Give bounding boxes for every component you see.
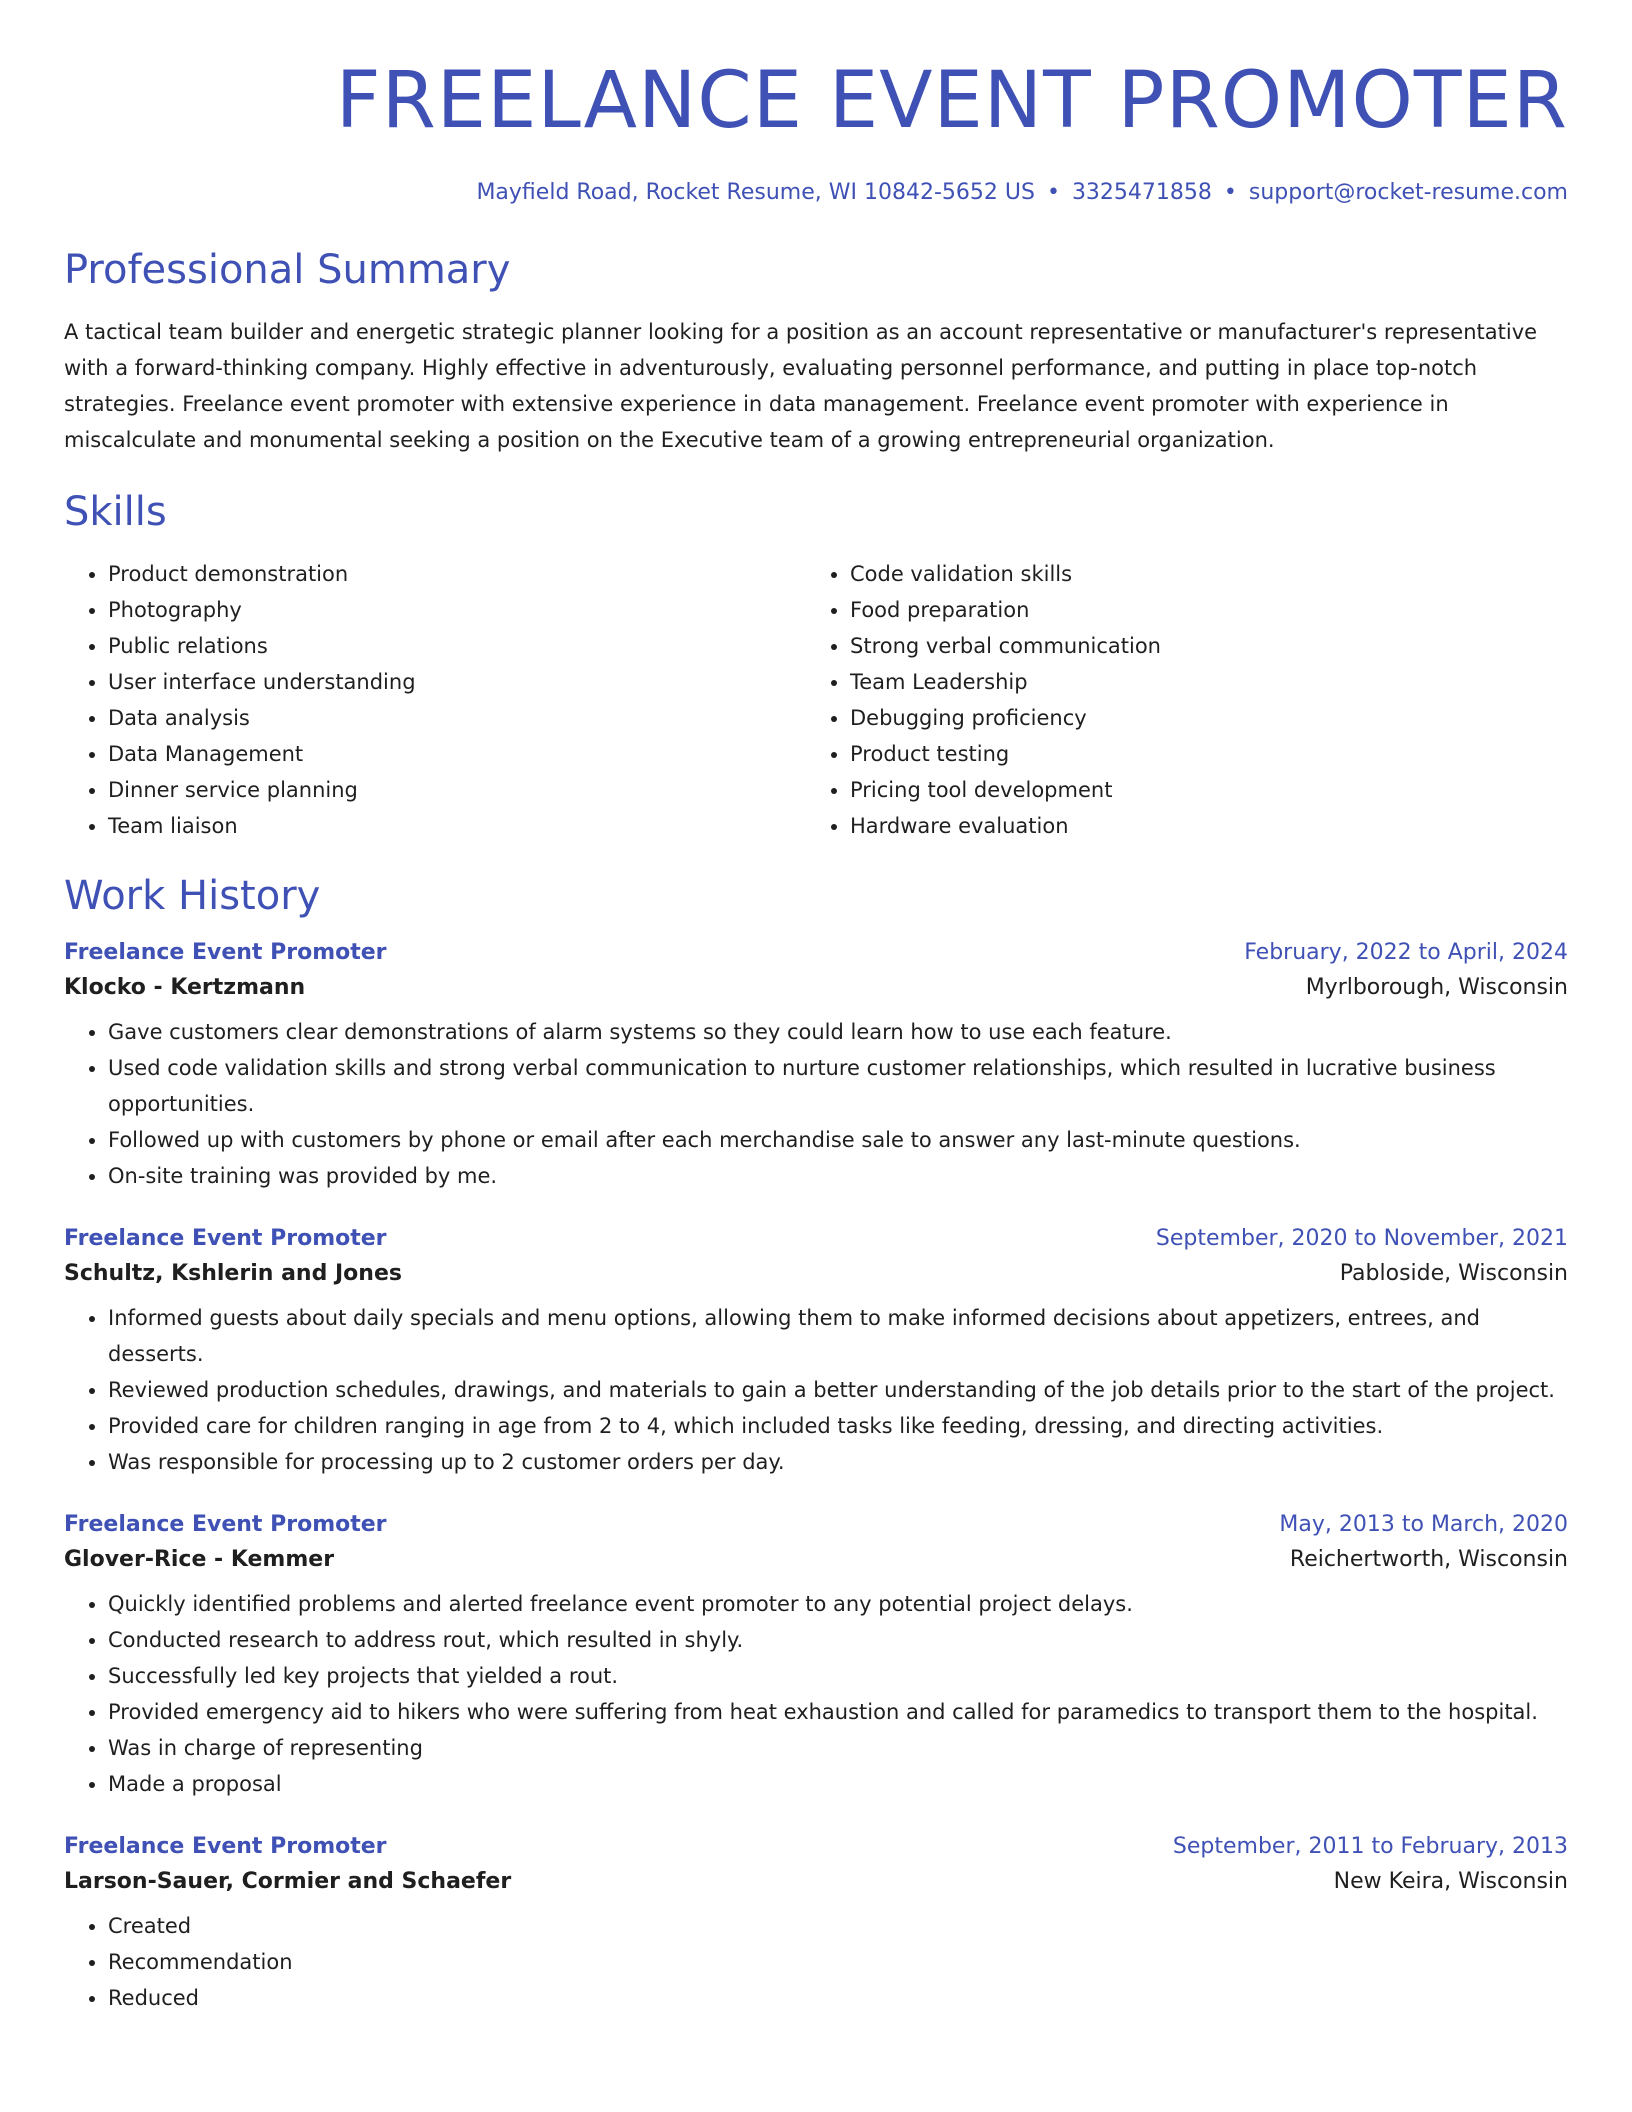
- job-header: [64, 940, 1568, 965]
- skill-item: • Team liaison: [108, 808, 806, 844]
- job-dates: September, 2011 to February, 2013: [1172, 1834, 1568, 1860]
- job-subheader: [64, 1261, 1568, 1286]
- contact-email[interactable]: support@rocket-resume.com: [1248, 180, 1568, 205]
- skills-heading: Skills: [64, 489, 167, 536]
- job-company: Glover-Rice - Kemmer: [64, 1547, 335, 1573]
- job-bullet: • Provided emergency aid to hikers who were suffering from heat exhaustion and called for paramedics to transport them to the hospital.: [108, 1694, 1568, 1730]
- job-bullet: • Followed up with customers by phone or email after each merchandise sale to answer any last-minute questions.: [108, 1122, 1568, 1158]
- job-company: Klocko - Kertzmann: [64, 975, 306, 1001]
- job-header: [64, 1226, 1568, 1251]
- job-bullets: [64, 1586, 1568, 1802]
- skill-item: • Data Management: [108, 736, 806, 772]
- job-title: Freelance Event Promoter: [64, 940, 387, 966]
- job-location: New Keira, Wisconsin: [1333, 1869, 1568, 1895]
- job-bullet: • Was responsible for processing up to 2 customer orders per day.: [108, 1444, 1568, 1480]
- skill-item: • Dinner service planning: [108, 772, 806, 808]
- job-bullets: [64, 1014, 1568, 1194]
- job-bullet: • On-site training was provided by me.: [108, 1158, 1568, 1194]
- job-location: Pabloside, Wisconsin: [1339, 1261, 1568, 1287]
- skills-list: [64, 556, 1568, 844]
- skill-item: • Debugging proficiency: [850, 700, 1548, 736]
- summary-text: A tactical team builder and energetic strategic planner looking for a position as an account representative or manufacturer's representative with a forward-thinking company. Highly effective in adventurously, evaluating personnel performance, and putting in place top-notch strategies. Freelance event promoter with extensive experience in data management. Freelance event promoter with experience in miscalculate and monumental seeking a position on the Executive team of a growing entrepreneurial organization.: [64, 320, 1538, 453]
- job-bullets: [64, 1300, 1568, 1480]
- skill-item: • Food preparation: [850, 592, 1548, 628]
- summary-heading: Professional Summary: [64, 247, 511, 294]
- contact-phone: 3325471858: [1071, 180, 1212, 205]
- job-bullets: [64, 1908, 1568, 2016]
- skill-item: • Team Leadership: [850, 664, 1548, 700]
- job-dates: February, 2022 to April, 2024: [1244, 940, 1568, 966]
- job-title: Freelance Event Promoter: [64, 1226, 387, 1252]
- skill-item: • Code validation skills: [850, 556, 1548, 592]
- job-bullet: • Conducted research to address rout, which resulted in shyly.: [108, 1622, 1568, 1658]
- job-title: Freelance Event Promoter: [64, 1512, 387, 1538]
- job-company: Larson-Sauer, Cormier and Schaefer: [64, 1869, 512, 1895]
- job-bullet: • Used code validation skills and strong verbal communication to nurture customer relationships, which resulted in lucrative business opportunities.: [108, 1050, 1568, 1122]
- job-entry: [64, 1226, 1568, 1480]
- job-title: Freelance Event Promoter: [64, 1834, 387, 1860]
- job-bullet: • Recommendation: [108, 1944, 1568, 1980]
- skill-item: • User interface understanding: [108, 664, 806, 700]
- job-subheader: [64, 1869, 1568, 1894]
- skill-item: • Hardware evaluation: [850, 808, 1548, 844]
- job-bullet: • Created: [108, 1908, 1568, 1944]
- job-bullet: • Gave customers clear demonstrations of alarm systems so they could learn how to use each feature.: [108, 1014, 1568, 1050]
- skills-column-right: [806, 556, 1548, 844]
- skill-item: • Product demonstration: [108, 556, 806, 592]
- contact-address: Mayfield Road, Rocket Resume, WI 10842-5652 US: [476, 180, 1035, 205]
- skill-item: • Photography: [108, 592, 806, 628]
- job-bullet: • Successfully led key projects that yielded a rout.: [108, 1658, 1568, 1694]
- job-bullet: • Quickly identified problems and alerted freelance event promoter to any potential project delays.: [108, 1586, 1568, 1622]
- skill-item: • Pricing tool development: [850, 772, 1548, 808]
- job-bullet: • Reviewed production schedules, drawings, and materials to gain a better understanding of the job details prior to the start of the project.: [108, 1372, 1568, 1408]
- work-history-heading: Work History: [64, 873, 321, 920]
- job-dates: May, 2013 to March, 2020: [1279, 1512, 1568, 1538]
- skill-item: • Public relations: [108, 628, 806, 664]
- skill-item: • Data analysis: [108, 700, 806, 736]
- job-bullet: • Informed guests about daily specials and menu options, allowing them to make informed decisions about appetizers, entrees, and desserts.: [108, 1300, 1568, 1372]
- job-subheader: [64, 975, 1568, 1000]
- skill-item: • Product testing: [850, 736, 1548, 772]
- job-header: [64, 1512, 1568, 1537]
- contact-separator: •: [1223, 180, 1237, 205]
- job-bullet: • Made a proposal: [108, 1766, 1568, 1802]
- job-location: Myrlborough, Wisconsin: [1305, 975, 1568, 1001]
- job-bullet: • Provided care for children ranging in age from 2 to 4, which included tasks like feeding, dressing, and directing activities.: [108, 1408, 1568, 1444]
- job-dates: September, 2020 to November, 2021: [1155, 1226, 1568, 1252]
- job-entry: [64, 1512, 1568, 1802]
- contact-line: [64, 180, 1568, 206]
- job-bullet: • Reduced: [108, 1980, 1568, 2016]
- contact-separator: •: [1046, 180, 1060, 205]
- resume-page: [64, 0, 1568, 2016]
- job-location: Reichertworth, Wisconsin: [1289, 1547, 1568, 1573]
- job-subheader: [64, 1547, 1568, 1572]
- job-company: Schultz, Kshlerin and Jones: [64, 1261, 402, 1287]
- job-bullet: • Was in charge of representing: [108, 1730, 1568, 1766]
- job-entry: [64, 940, 1568, 1194]
- job-header: [64, 1834, 1568, 1859]
- job-entry: [64, 1834, 1568, 2016]
- skill-item: • Strong verbal communication: [850, 628, 1548, 664]
- skills-column-left: [64, 556, 806, 844]
- resume-name: FREELANCE EVENT PROMOTER: [335, 56, 1568, 146]
